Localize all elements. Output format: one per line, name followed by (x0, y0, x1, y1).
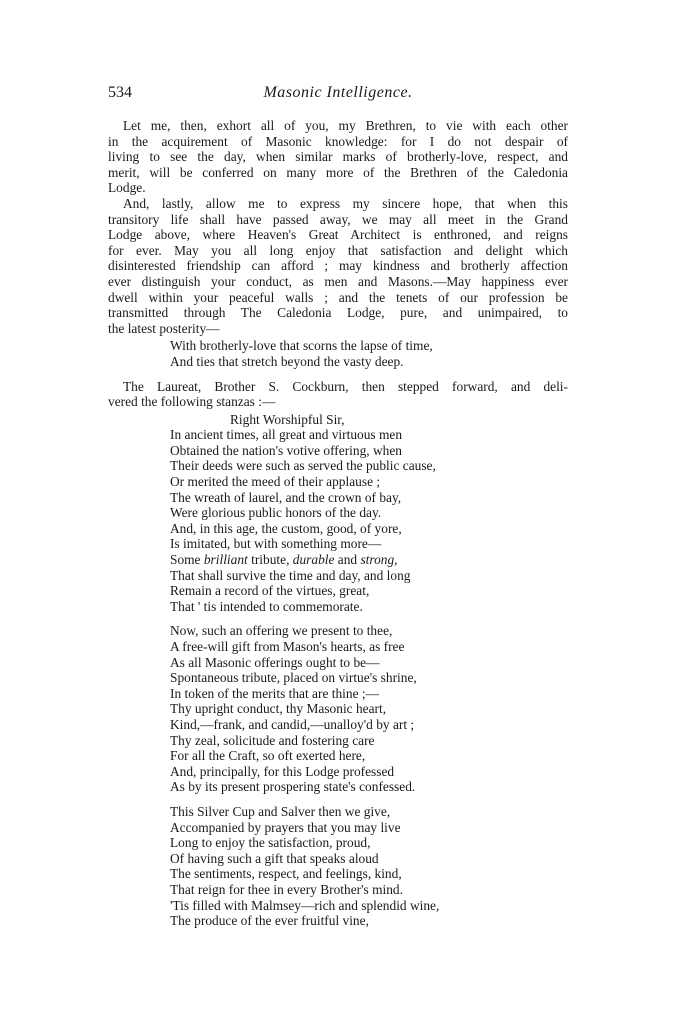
verse-line: And ties that stretch beyond the vasty deep. (170, 353, 404, 369)
verse-line: With brotherly-love that scorns the lapse of time, (170, 338, 433, 354)
verse-line: In token of the merits that are thine ;— (170, 685, 379, 701)
page-header (108, 84, 568, 106)
text-line: the latest posterity— (108, 320, 220, 336)
verse-line: The wreath of laurel, and the crown of bay, (170, 489, 402, 505)
text-line: transmitted through The Caledonia Lodge, pure, and unimpaired, to (108, 305, 568, 321)
text-line: disinterested friendship can afford ; may kindness and brotherly affection (108, 258, 568, 274)
verse-line: And, in this age, the custom, good, of yore, (170, 520, 402, 536)
paragraph-laureat (108, 379, 568, 410)
verse-line: Were glorious public honors of the day. (170, 505, 382, 521)
couplet (170, 338, 568, 369)
verse-line: Thy upright conduct, thy Masonic heart, (170, 701, 387, 717)
text-line: in the acquirement of Masonic knowledge: for I do not despair of (108, 133, 568, 149)
verse-line: 'Tis filled with Malmsey—rich and splendid wine, (170, 897, 440, 913)
verse-line: Remain a record of the virtues, great, (170, 583, 370, 599)
paragraph-exhortation (108, 118, 568, 196)
verse-line: Of having such a gift that speaks aloud (170, 850, 379, 866)
text-line: vered the following stanzas :— (108, 394, 276, 410)
verse-line: Is imitated, but with something more— (170, 536, 382, 552)
page-body (108, 118, 568, 938)
text-line: Lodge. (108, 180, 146, 196)
text-line: And, lastly, allow me to express my sincere hope, that when this (123, 195, 568, 211)
verse-line: As by its present prospering state's confessed. (170, 779, 416, 795)
verse-line: The produce of the ever fruitful vine, (170, 913, 369, 929)
verse-line: That ' tis intended to commemorate. (170, 598, 363, 614)
verse-line: The sentiments, respect, and feelings, kind, (170, 866, 402, 882)
text-line: transitory life shall have passed away, we may all meet in the Grand (108, 211, 568, 227)
text-line: Let me, then, exhort all of you, my Brethren, to vie with each other (123, 118, 568, 133)
verse-line: Now, such an offering we present to thee, (170, 623, 393, 639)
verse-line: Obtained the nation's votive offering, when (170, 442, 402, 458)
verse-line: Long to enjoy the satisfaction, proud, (170, 835, 371, 851)
poem (170, 427, 568, 928)
verse-line: That shall survive the time and day, and long (170, 567, 411, 583)
verse-line: That reign for thee in every Brother's mind. (170, 881, 403, 897)
verse-line: For all the Craft, so oft exerted here, (170, 748, 366, 764)
italic-strong: strong, (360, 552, 398, 568)
verse-line: Spontaneous tribute, placed on virtue's shrine, (170, 670, 417, 686)
verse-line: This Silver Cup and Salver then we give, (170, 803, 391, 819)
verse-line: In ancient times, all great and virtuous men (170, 427, 403, 443)
page-number: 534 (108, 84, 132, 101)
italic-durable: durable (292, 552, 335, 568)
italic-brilliant: brilliant (203, 552, 248, 568)
verse-line: And, principally, for this Lodge professed (170, 763, 395, 779)
verse-line: A free-will gift from Mason's hearts, as free (170, 639, 405, 654)
stanza-1 (170, 427, 568, 614)
text-line: merit, will be conferred on many more of the Brethren of the Caledonia (108, 164, 568, 180)
text-line: The Laureat, Brother S. Cockburn, then stepped forward, and deli- (123, 378, 568, 394)
verse-line: Kind,—frank, and candid,—unalloy'd by art ; (170, 716, 415, 732)
stanza-3 (170, 804, 568, 929)
running-head: Masonic Intelligence. (263, 84, 413, 101)
verse-line: Some brilliant tribute, durable and strong, (170, 552, 398, 568)
verse-line: Or merited the meed of their applause ; (170, 474, 381, 490)
text-line: dwell within your peaceful walls ; and the tenets of our profession be (108, 289, 568, 305)
verse-line: Their deeds were such as served the public cause, (170, 458, 436, 474)
verse-line: Accompanied by prayers that you may live (170, 819, 401, 835)
text-line: ever distinguish your conduct, as men and Masons.—May happiness ever (108, 273, 568, 289)
text-line: living to see the day, when similar marks of brotherly-love, respect, and (108, 149, 568, 165)
verse-line: As all Masonic offerings ought to be— (170, 654, 380, 670)
text-line: for ever. May you all long enjoy that satisfaction and delight which (108, 242, 568, 258)
verse-line: Thy zeal, solicitude and fostering care (170, 732, 375, 748)
stanza-2 (170, 623, 568, 795)
paragraph-hope (108, 196, 568, 336)
text-line: Lodge above, where Heaven's Great Architect is enthroned, and reigns (108, 227, 568, 243)
salutation: Right Worshipful Sir, (230, 411, 345, 427)
